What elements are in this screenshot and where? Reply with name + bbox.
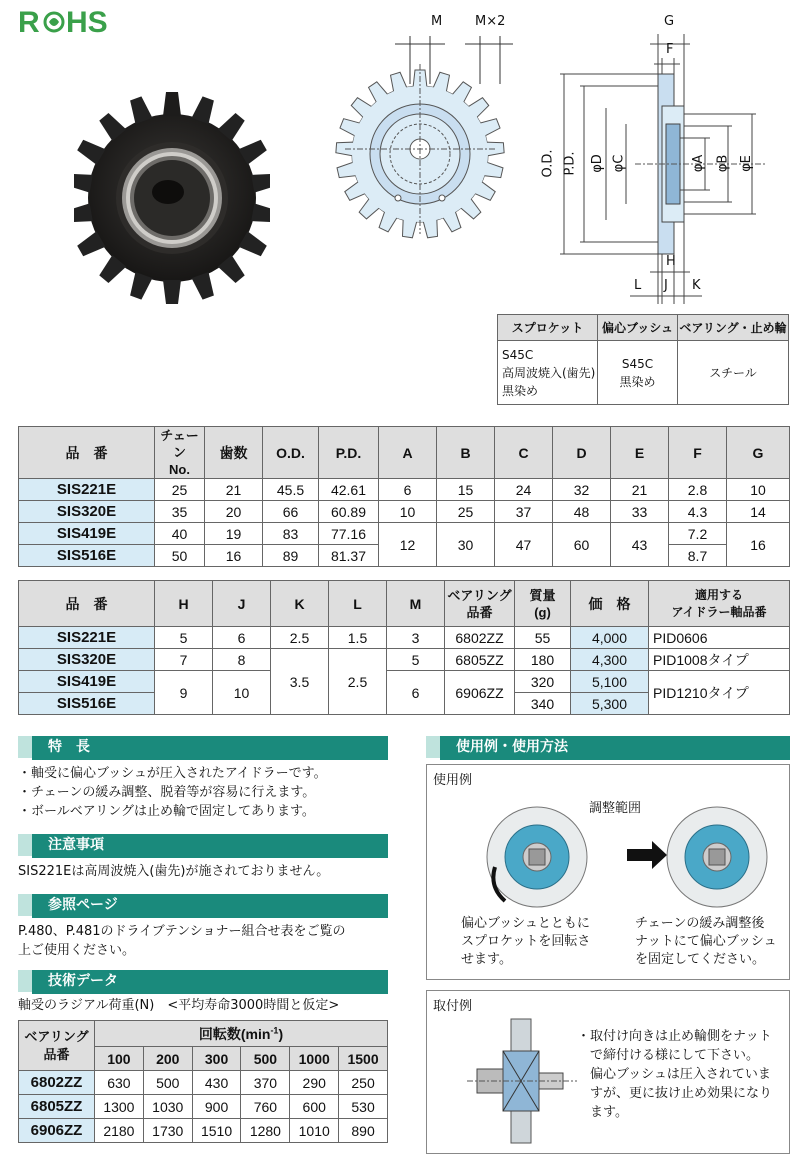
dim-b: φB — [715, 154, 731, 173]
features-header: 特 長 — [18, 736, 388, 758]
pencil-icon: ✎ — [38, 837, 50, 853]
dim-m: M — [431, 14, 443, 29]
dim-f: F — [666, 42, 674, 57]
dim-l: L — [634, 278, 642, 293]
tech-header: 技術データ — [18, 970, 388, 992]
dim-k: K — [692, 278, 701, 293]
dim-od: O.D. — [540, 149, 556, 178]
product-photo — [74, 68, 270, 328]
mounting-illustration — [467, 1011, 577, 1151]
tech-subtitle: 軸受のラジアル荷重(N) <平均寿命3000時間と仮定> — [18, 998, 340, 1013]
rohs-logo — [18, 4, 128, 38]
dim-m2: M×2 — [475, 14, 506, 29]
dim-h: H — [666, 254, 676, 269]
caution-text: SIS221Eは高周波焼入(歯先)が施されておりません。 — [18, 864, 330, 879]
svg-text:R: R — [18, 6, 40, 38]
mounting-example-panel: 取付例 ・取付け向きは止め輪側をナット で締付ける様にして下さい。 偏心ブッシュは圧入されていま すが、更に抜け止め効果になり ます。 — [426, 990, 790, 1154]
usage-left-caption: 偏心ブッシュとともに スプロケットを回転さ せます。 — [461, 916, 591, 967]
features-list: ・軸受に偏心ブッシュが圧入されたアイドラーです。 ・チェーンの緩み調整、脱着等が容易に行えます。 ・ボールベアリングは止め輪で固定してあります。 — [18, 766, 327, 819]
reference-text: P.480、P.481のドライブテンショナー組合せ表をご覧の 上ご使用ください。 — [18, 924, 346, 958]
dim-j: J — [664, 278, 668, 293]
dim-c: φC — [611, 154, 627, 173]
spec-table-2: 品 番 H J K L M ベアリング 品番 質量 (g) 価 格 適用する アイドラー軸品番 SIS221E 5 6 2.5 1.5 3 6802ZZ 55 4,000 PID0606 SIS320E 7 8 3.5 2.5 5 6805ZZ 180 4,300 PID1008タイプ SIS419E 9 10 6 6906ZZ 320 5,100 PID1210タイプ SIS516E 340 5,300 — [18, 580, 790, 715]
spec-table-1: 品 番 チェーン No. 歯数 O.D. P.D. A B C D E F G SIS221E 25 21 45.5 42.61 6 15 24 32 21 2.8 10 SIS320E 35 20 66 60.89 10 25 37 48 33 4.3 14 SIS419E 40 19 83 77.16 12 30 47 60 43 7.2 16 SIS516E 50 16 89 81.37 8.7 — [18, 426, 790, 567]
material-table: スプロケット 偏心ブッシュ ベアリング・止め輪 S45C 高周波焼入(歯先) 黒染め S45C 黒染め スチール — [497, 314, 789, 405]
usage-illustration — [477, 787, 777, 917]
usage-right-caption: チェーンの緩み調整後 ナットにて偏心ブッシュ を固定してください。 — [635, 916, 777, 967]
mounting-notes: ・取付け向きは止め輪側をナット で締付ける様にして下さい。 偏心ブッシュは圧入されていま すが、更に抜け止め効果になり ます。 — [577, 1029, 773, 1120]
dim-a: φA — [691, 154, 707, 173]
dim-g: G — [664, 14, 675, 29]
dim-e: φE — [738, 155, 754, 172]
reference-header: 参照ページ — [18, 894, 388, 916]
dim-d: φD — [589, 154, 605, 173]
side-view-drawing — [530, 14, 780, 304]
front-view-drawing — [325, 14, 515, 244]
dim-pd: P.D. — [562, 151, 578, 176]
tech-table: ベアリング 品番 回転数$(\min^{-1})$ 100 200 300 500 1000 1500 6802ZZ 630 500 430 370 290 250 6805ZZ 1300 1030 900 760 600 530 6906ZZ 2180 1730 1510 1280 1010 890 — [18, 1020, 388, 1143]
svg-text:HS: HS — [66, 6, 108, 38]
usage-header: 使用例・使用方法 — [426, 736, 790, 758]
usage-example-panel: 使用例 調整範囲 偏心ブッシュとともに スプロケットを回転さ せます。 チェーンの緩み調整後 ナットにて偏心ブッシュ を固定してください。 — [426, 764, 790, 980]
caution-header: ✎ 注意事項 — [18, 834, 388, 856]
